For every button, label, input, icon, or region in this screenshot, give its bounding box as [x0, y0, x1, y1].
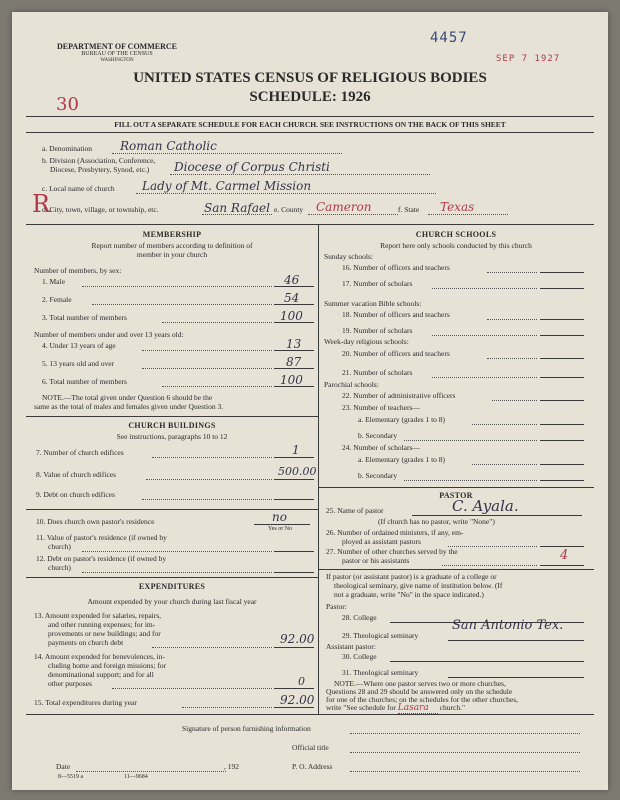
city-value: San Rafael — [204, 201, 270, 215]
q13-answer-line — [274, 647, 314, 648]
q16-label: 16. Number of officers and teachers — [342, 263, 450, 272]
q29-answer-line — [448, 640, 584, 641]
q25-note: (If church has no pastor, write "None") — [378, 517, 495, 526]
yes-no-hint: Yes or No — [268, 526, 293, 532]
q24b-answer-line — [540, 480, 584, 481]
q30-label: 30. College — [342, 652, 377, 661]
date-label: Date — [56, 762, 71, 771]
denomination-value: Roman Catholic — [120, 139, 217, 153]
q16-answer-line — [540, 272, 584, 273]
q23a-answer-line — [540, 424, 584, 425]
q12-answer-line — [274, 572, 314, 573]
graduate-instruction: If pastor (or assistant pastor) is a graduate of a college or — [326, 572, 497, 581]
local-name-value: Lady of Mt. Carmel Mission — [142, 179, 312, 193]
q11-leader — [82, 551, 272, 552]
q15-answer-line — [274, 707, 314, 708]
q23b-label: b. Secondary — [358, 431, 398, 440]
q7-label: 7. Number of church edifices — [36, 448, 124, 457]
membership-intro: Report number of members according to definition of — [91, 241, 253, 250]
q5-leader — [142, 368, 272, 369]
q13-value: 92.00 — [280, 632, 315, 646]
q8-value: 500.00 — [278, 465, 317, 478]
expenditures-rule — [26, 577, 318, 578]
q25-answer-line — [412, 515, 582, 516]
q29-value: San Antonio Tex. — [452, 618, 564, 633]
pastor-note-4 — [326, 703, 465, 714]
division-label: b. Division (Association, Conference, — [42, 156, 156, 165]
q13-label-2: and other running expenses; for im- — [48, 620, 156, 629]
q7-leader — [152, 457, 272, 458]
q24b-leader — [404, 480, 537, 481]
pastor-note: NOTE.—Where one pastor serves two or more churches, — [334, 679, 506, 688]
division-value: Diocese of Corpus Christi — [174, 160, 330, 174]
q2-value: 54 — [284, 291, 300, 305]
q5-value: 87 — [286, 355, 302, 369]
q9-label: 9. Debt on church edifices — [36, 490, 115, 499]
q28-label: 28. College — [342, 613, 377, 622]
q22-label: 22. Number of administrative officers — [342, 391, 456, 400]
print-code: 11—9684 — [124, 774, 148, 780]
q24a-leader — [472, 464, 537, 465]
schedule-title: SCHEDULE: 1926 — [249, 89, 371, 105]
signature-label: Signature of person furnishing information — [182, 724, 311, 733]
signature-line — [350, 733, 580, 734]
q15-leader — [182, 707, 272, 708]
q7-answer-line — [274, 457, 314, 458]
section-rule — [26, 224, 594, 225]
state-value: Texas — [440, 200, 475, 214]
q22-answer-line — [540, 400, 584, 401]
q2-leader — [92, 304, 272, 305]
q23b-leader — [404, 440, 537, 441]
q9-leader — [142, 499, 272, 500]
pastor-note-4-text: write "See schedule for — [326, 703, 396, 712]
buildings-subtitle: See instructions, paragraphs 10 to 12 — [116, 432, 228, 441]
q16-leader — [487, 272, 537, 273]
q26-leader — [448, 546, 537, 547]
q11-answer-line — [274, 551, 314, 552]
q6-label: 6. Total number of members — [42, 377, 127, 386]
q11-label-2: church) — [48, 542, 71, 551]
local-name-label: c. Local name of church — [42, 184, 115, 193]
official-title-label: Official title — [292, 743, 329, 752]
q1-leader — [82, 286, 272, 287]
summer-heading: Summer vacation Bible schools: — [324, 299, 422, 308]
q4-value: 13 — [286, 337, 302, 351]
q5-label: 5. 13 years old and over — [42, 359, 115, 368]
q27-value: 4 — [560, 548, 569, 563]
pastor-note-2: Questions 28 and 29 should be answered only on the schedule — [326, 687, 513, 696]
margin-number-mark: 30 — [56, 94, 79, 115]
state-label: f. State — [398, 205, 420, 214]
q25-value: C. Ayala. — [452, 497, 519, 515]
pastor-subheading: Pastor: — [326, 602, 347, 611]
age-heading: Number of members under and over 13 years old: — [34, 330, 184, 339]
q27-label: 27. Number of other churches served by the — [326, 547, 458, 556]
q26-label: 26. Number of ordained ministers, if any, em- — [326, 528, 464, 537]
graduate-rule — [318, 569, 594, 570]
q21-answer-line — [540, 377, 584, 378]
q15-label: 15. Total expenditures during year — [34, 698, 137, 707]
q18-answer-line — [540, 319, 584, 320]
q14-value: 0 — [298, 675, 305, 688]
county-line — [308, 214, 398, 215]
received-date-stamp: SEP 7 1927 — [496, 54, 561, 64]
q21-leader — [432, 377, 537, 378]
po-address-label: P. O. Address — [292, 762, 333, 771]
pastor-note-church-value: Lasara — [398, 704, 438, 714]
q22-leader — [492, 400, 537, 401]
q14-label-4: other purposes — [48, 679, 92, 688]
form-number-stamp: 4457 — [430, 30, 468, 46]
q26-label-2: ployed as assistant pastors — [342, 537, 421, 546]
official-title-line — [350, 752, 580, 753]
q24a-label: a. Elementary (grades 1 to 8) — [358, 455, 446, 464]
bottom-rule — [26, 714, 594, 715]
q15-value: 92.00 — [280, 693, 315, 707]
city-heading: WASHINGTON — [100, 58, 134, 63]
q3-value: 100 — [280, 309, 303, 323]
division-line — [170, 174, 430, 175]
header-rule-top — [26, 116, 594, 117]
margin-letter-mark: R — [32, 190, 51, 218]
schools-title: CHURCH SCHOOLS — [415, 230, 497, 239]
q31-label: 31. Theological seminary — [342, 668, 419, 677]
q21-label: 21. Number of scholars — [342, 368, 413, 377]
membership-title: MEMBERSHIP — [142, 230, 202, 239]
q31-answer-line — [448, 677, 584, 678]
q12-label: 12. Debt on pastor's residence (if owned by — [36, 554, 167, 563]
by-sex-heading: Number of members, by sex: — [34, 266, 122, 275]
q7-value: 1 — [292, 443, 300, 457]
state-line — [428, 214, 508, 215]
q24a-answer-line — [540, 464, 584, 465]
expenditures-title: EXPENDITURES — [138, 582, 206, 591]
q4-leader — [142, 350, 272, 351]
q10-answer-line — [254, 524, 310, 525]
q13-label-3: provements or new buildings; and for — [48, 629, 161, 638]
q20-label: 20. Number of officers and teachers — [342, 349, 450, 358]
q11-label: 11. Value of pastor's residence (if owned by — [36, 533, 167, 542]
q10-label: 10. Does church own pastor's residence — [36, 517, 155, 526]
q18-leader — [487, 319, 537, 320]
census-schedule-sheet — [12, 12, 608, 790]
division-label-2: Diocese, Presbytery, Synod, etc.) — [50, 165, 150, 174]
q19-answer-line — [540, 335, 584, 336]
q12-label-2: church) — [48, 563, 71, 572]
expenditures-subtitle: Amount expended by your church during last fiscal year — [87, 597, 257, 606]
q4-label: 4. Under 13 years of age — [42, 341, 116, 350]
date-year: , 192 — [224, 762, 239, 771]
header-rule-bottom — [26, 132, 594, 133]
q14-label-3: denominational support; and for all — [48, 670, 154, 679]
graduate-instruction-2: theological seminary, give name of institution below. (If — [334, 581, 503, 590]
q23-label: 23. Number of teachers— — [342, 403, 420, 412]
q27-answer-line — [540, 565, 584, 566]
q1-label: 1. Male — [42, 277, 65, 286]
pastor-title: PASTOR — [439, 491, 473, 500]
q13-leader — [152, 647, 272, 648]
denomination-label: a. Denomination — [42, 144, 92, 153]
denomination-line — [112, 153, 342, 154]
local-name-line — [136, 193, 436, 194]
q17-label: 17. Number of scholars — [342, 279, 413, 288]
q14-label: 14. Amount expended for benevolences, in- — [34, 652, 166, 661]
q3-label: 3. Total number of members — [42, 313, 127, 322]
q13-label-4: payments on church debt — [48, 638, 124, 647]
q20-answer-line — [540, 358, 584, 359]
buildings-title: CHURCH BUILDINGS — [128, 421, 216, 430]
q19-label: 19. Number of scholars — [342, 326, 413, 335]
column-divider — [318, 224, 319, 714]
q9-answer-line — [274, 499, 314, 500]
schools-subtitle: Report here only schools conducted by this church — [380, 241, 532, 250]
q18-label: 18. Number of officers and teachers — [342, 310, 450, 319]
q23b-answer-line — [540, 440, 584, 441]
q12-leader — [82, 572, 272, 573]
q1-value: 46 — [284, 273, 300, 287]
q8-answer-line — [274, 479, 314, 480]
q17-answer-line — [540, 288, 584, 289]
sunday-heading: Sunday schools: — [324, 252, 373, 261]
membership-intro-2: member in your church — [136, 250, 208, 259]
q19-leader — [432, 335, 537, 336]
parochial-heading: Parochial schools: — [324, 380, 379, 389]
q14-leader — [112, 688, 272, 689]
membership-note-2: same as the total of males and females given under Question 3. — [34, 402, 224, 411]
instruction-banner: FILL OUT A SEPARATE SCHEDULE FOR EACH CHURCH. SEE INSTRUCTIONS ON THE BACK OF THIS SHEET — [114, 120, 506, 129]
q29-label: 29. Theological seminary — [342, 631, 419, 640]
assistant-subheading: Assistant pastor: — [326, 642, 376, 651]
weekday-heading: Week-day religious schools: — [324, 337, 409, 346]
q27-leader — [442, 565, 537, 566]
department-heading: DEPARTMENT OF COMMERCE — [56, 42, 177, 51]
q14-label-2: cluding home and foreign missions; for — [48, 661, 167, 670]
q8-leader — [146, 479, 272, 480]
county-value: Cameron — [316, 200, 372, 214]
q13-label: 13. Amount expended for salaries, repairs, — [34, 611, 162, 620]
q26-answer-line — [540, 546, 584, 547]
q20-leader — [487, 358, 537, 359]
q24-label: 24. Number of scholars— — [342, 443, 420, 452]
form-title: UNITED STATES CENSUS OF RELIGIOUS BODIES — [133, 70, 487, 86]
q3-leader — [162, 322, 272, 323]
po-address-line — [350, 771, 580, 772]
q2-label: 2. Female — [42, 295, 72, 304]
q14-answer-line — [274, 688, 314, 689]
date-line — [76, 771, 226, 772]
q30-answer-line — [390, 661, 584, 662]
graduate-instruction-3: not a graduate, write "No" in the space indicated.) — [334, 590, 484, 599]
q27-label-2: pastor or his assistants — [342, 556, 410, 565]
q8-label: 8. Value of church edifices — [36, 470, 117, 479]
q23a-leader — [472, 424, 537, 425]
q6-leader — [162, 386, 272, 387]
buildings-rule — [26, 416, 318, 417]
bureau-heading: BUREAU OF THE CENSUS — [81, 51, 153, 57]
q23a-label: a. Elementary (grades 1 to 8) — [358, 415, 446, 424]
pastor-rule — [318, 487, 594, 488]
q24b-label: b. Secondary — [358, 471, 398, 480]
q6-value: 100 — [280, 373, 303, 387]
pastor-note-4-end: church." — [439, 703, 466, 712]
membership-note: NOTE.—The total given under Question 6 should be the — [42, 393, 213, 402]
county-label: e. County — [274, 205, 304, 214]
q17-leader — [432, 288, 537, 289]
q25-label: 25. Name of pastor — [326, 506, 384, 515]
city-label: d. City, town, village, or township, etc. — [42, 205, 159, 214]
form-code: 8—5519 a — [58, 774, 84, 780]
q10-value: no — [272, 510, 287, 524]
pastor-note-3: for one of the churches; on the schedules for the other churches, — [326, 695, 519, 704]
